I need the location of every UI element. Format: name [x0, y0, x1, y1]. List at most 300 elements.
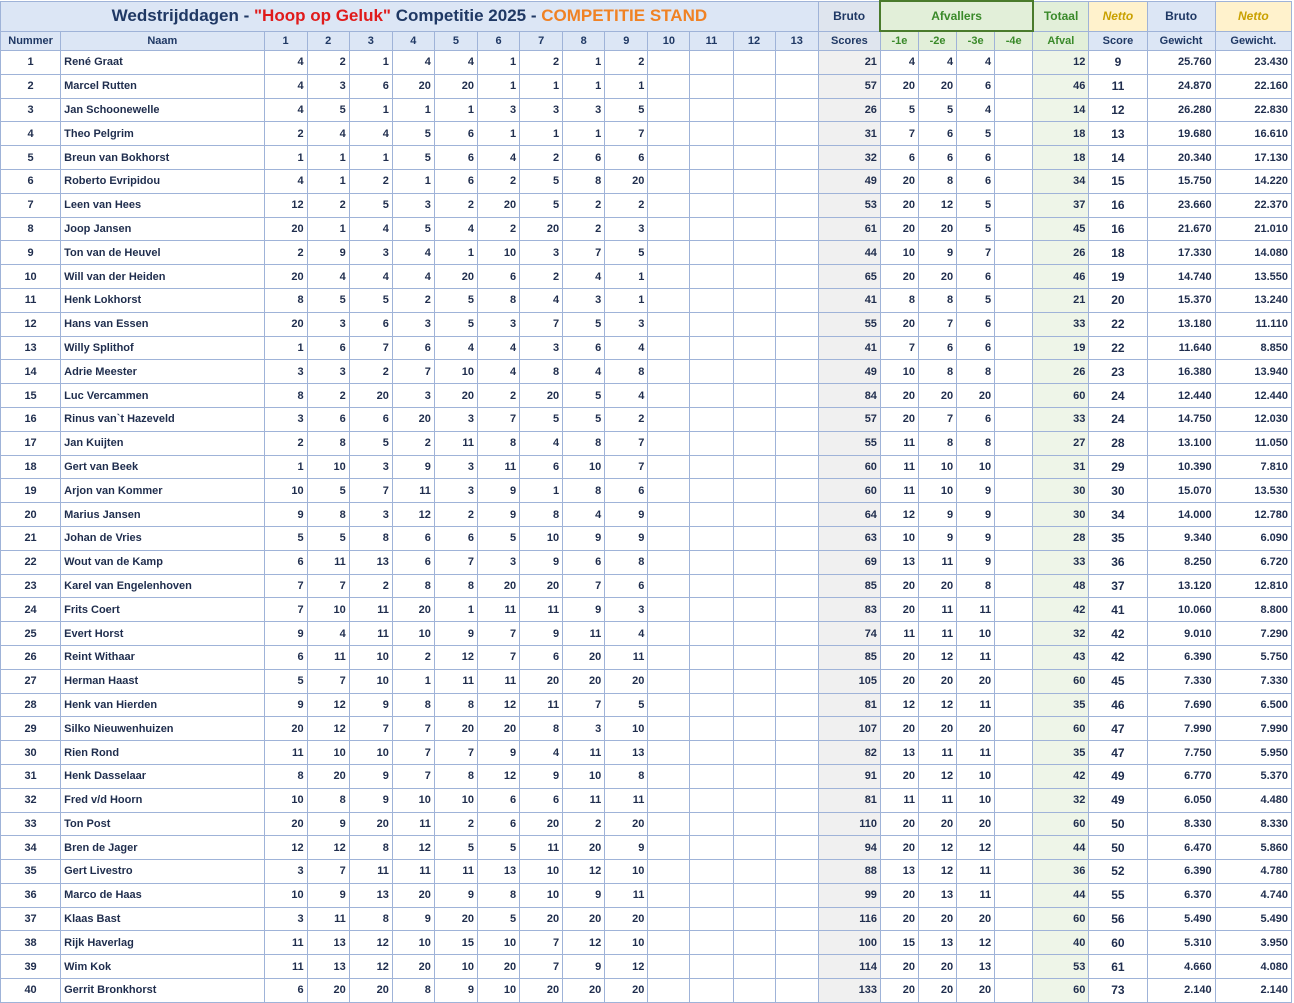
cell-bruto-score: 74	[818, 622, 880, 646]
cell-netto-score: 22	[1089, 336, 1147, 360]
cell-day-4: 4	[392, 241, 434, 265]
cell-day-11	[690, 907, 733, 931]
cell-day-6: 3	[478, 98, 520, 122]
cell-bruto-score: 114	[818, 955, 880, 979]
cell-day-1: 6	[264, 979, 307, 1003]
cell-day-9: 3	[605, 217, 648, 241]
cell-day-7: 1	[520, 479, 563, 503]
cell-netto-score: 19	[1089, 265, 1147, 289]
cell-bruto-score: 60	[818, 479, 880, 503]
cell-afvaller-1: 20	[880, 598, 918, 622]
cell-day-13	[775, 51, 818, 75]
cell-day-8: 11	[563, 788, 605, 812]
cell-day-6: 7	[478, 407, 520, 431]
cell-afvaller-3: 6	[957, 312, 995, 336]
cell-afvaller-2: 20	[919, 907, 957, 931]
cell-afval: 18	[1033, 146, 1089, 170]
cell-naam: Jan Kuijten	[61, 431, 264, 455]
cell-day-2: 4	[307, 622, 349, 646]
cell-afvaller-3: 6	[957, 146, 995, 170]
cell-afvaller-4	[995, 883, 1033, 907]
cell-afvaller-2: 20	[919, 265, 957, 289]
cell-nummer: 10	[1, 265, 61, 289]
cell-day-5: 2	[434, 193, 477, 217]
cell-day-5: 6	[434, 169, 477, 193]
cell-gewicht: 26.280	[1147, 98, 1215, 122]
cell-day-4: 20	[392, 74, 434, 98]
cell-day-10	[648, 312, 690, 336]
cell-afvaller-3: 5	[957, 193, 995, 217]
cell-netto-score: 47	[1089, 717, 1147, 741]
cell-day-3: 13	[349, 883, 392, 907]
table-row	[1, 931, 1292, 955]
cell-day-2: 10	[307, 741, 349, 765]
cell-naam: René Graat	[61, 51, 264, 75]
cell-gewicht: 6.390	[1147, 860, 1215, 884]
col-afvaller-4: -4e	[995, 31, 1033, 51]
col-gewicht: Gewicht	[1147, 31, 1215, 51]
cell-day-7: 1	[520, 74, 563, 98]
cell-gewicht-netto: 11.050	[1215, 431, 1291, 455]
cell-afvaller-2: 8	[919, 169, 957, 193]
cell-day-12	[733, 717, 775, 741]
cell-afvaller-4	[995, 288, 1033, 312]
cell-bruto-score: 32	[818, 146, 880, 170]
cell-bruto-score: 84	[818, 384, 880, 408]
cell-day-13	[775, 883, 818, 907]
cell-day-7: 20	[520, 669, 563, 693]
cell-afvaller-4	[995, 931, 1033, 955]
cell-day-8: 9	[563, 955, 605, 979]
cell-afvaller-3: 6	[957, 265, 995, 289]
cell-bruto-score: 26	[818, 98, 880, 122]
cell-day-8: 8	[563, 169, 605, 193]
cell-afvaller-1: 20	[880, 193, 918, 217]
table-row	[1, 74, 1292, 98]
cell-afvaller-3: 12	[957, 931, 995, 955]
cell-gewicht-netto: 5.750	[1215, 645, 1291, 669]
cell-day-7: 5	[520, 407, 563, 431]
cell-afvaller-3: 8	[957, 574, 995, 598]
cell-day-9: 8	[605, 550, 648, 574]
cell-afval: 31	[1033, 455, 1089, 479]
cell-day-4: 11	[392, 479, 434, 503]
cell-day-9: 3	[605, 598, 648, 622]
cell-afvaller-3: 20	[957, 979, 995, 1003]
cell-day-11	[690, 788, 733, 812]
cell-day-4: 6	[392, 336, 434, 360]
cell-afval: 60	[1033, 669, 1089, 693]
cell-gewicht: 10.390	[1147, 455, 1215, 479]
cell-afvaller-1: 20	[880, 979, 918, 1003]
cell-day-7: 8	[520, 360, 563, 384]
cell-afval: 12	[1033, 51, 1089, 75]
cell-day-1: 3	[264, 360, 307, 384]
cell-naam: Frits Coert	[61, 598, 264, 622]
cell-naam: Fred v/d Hoorn	[61, 788, 264, 812]
cell-afval: 34	[1033, 169, 1089, 193]
cell-day-2: 7	[307, 860, 349, 884]
cell-day-2: 9	[307, 241, 349, 265]
cell-afvaller-3: 20	[957, 717, 995, 741]
cell-bruto-score: 63	[818, 526, 880, 550]
cell-gewicht: 9.010	[1147, 622, 1215, 646]
cell-afvaller-3: 4	[957, 51, 995, 75]
cell-day-13	[775, 265, 818, 289]
cell-afvaller-1: 11	[880, 788, 918, 812]
cell-netto-score: 18	[1089, 241, 1147, 265]
cell-day-5: 8	[434, 574, 477, 598]
cell-day-5: 7	[434, 741, 477, 765]
cell-nummer: 27	[1, 669, 61, 693]
cell-day-11	[690, 122, 733, 146]
cell-bruto-score: 60	[818, 455, 880, 479]
table-row	[1, 169, 1292, 193]
cell-day-11	[690, 669, 733, 693]
cell-day-2: 2	[307, 193, 349, 217]
cell-day-6: 4	[478, 336, 520, 360]
cell-day-6: 10	[478, 979, 520, 1003]
cell-day-12	[733, 788, 775, 812]
cell-day-10	[648, 455, 690, 479]
cell-day-9: 2	[605, 407, 648, 431]
cell-day-4: 6	[392, 550, 434, 574]
cell-afvaller-4	[995, 384, 1033, 408]
cell-afvaller-2: 9	[919, 241, 957, 265]
cell-naam: Gert Livestro	[61, 860, 264, 884]
cell-afval: 42	[1033, 764, 1089, 788]
cell-day-4: 2	[392, 431, 434, 455]
cell-day-11	[690, 193, 733, 217]
cell-bruto-score: 31	[818, 122, 880, 146]
cell-day-2: 5	[307, 98, 349, 122]
cell-afvaller-2: 4	[919, 51, 957, 75]
cell-day-9: 3	[605, 312, 648, 336]
col-afvaller-2: -2e	[919, 31, 957, 51]
cell-day-13	[775, 860, 818, 884]
cell-day-2: 2	[307, 51, 349, 75]
cell-day-6: 1	[478, 51, 520, 75]
cell-day-2: 1	[307, 146, 349, 170]
cell-day-6: 20	[478, 955, 520, 979]
cell-day-2: 10	[307, 455, 349, 479]
cell-day-6: 6	[478, 788, 520, 812]
cell-day-12	[733, 669, 775, 693]
cell-afval: 44	[1033, 836, 1089, 860]
cell-day-1: 20	[264, 217, 307, 241]
cell-day-2: 12	[307, 693, 349, 717]
cell-day-10	[648, 788, 690, 812]
cell-gewicht-netto: 13.240	[1215, 288, 1291, 312]
cell-day-1: 8	[264, 288, 307, 312]
cell-day-10	[648, 479, 690, 503]
cell-day-6: 11	[478, 598, 520, 622]
cell-gewicht-netto: 12.780	[1215, 503, 1291, 527]
netto-header: Netto	[1089, 1, 1147, 31]
cell-day-13	[775, 122, 818, 146]
cell-afvaller-4	[995, 550, 1033, 574]
cell-day-9: 9	[605, 836, 648, 860]
cell-netto-score: 24	[1089, 384, 1147, 408]
netto-gewicht-header: Netto	[1215, 1, 1291, 31]
cell-day-3: 11	[349, 598, 392, 622]
cell-gewicht: 6.050	[1147, 788, 1215, 812]
col-day-13: 13	[775, 31, 818, 51]
cell-afvaller-4	[995, 360, 1033, 384]
cell-naam: Willy Splithof	[61, 336, 264, 360]
cell-day-4: 7	[392, 741, 434, 765]
cell-gewicht: 24.870	[1147, 74, 1215, 98]
cell-day-9: 12	[605, 955, 648, 979]
cell-day-3: 10	[349, 645, 392, 669]
cell-afvaller-1: 20	[880, 265, 918, 289]
cell-gewicht-netto: 13.940	[1215, 360, 1291, 384]
cell-day-4: 11	[392, 860, 434, 884]
cell-naam: Hans van Essen	[61, 312, 264, 336]
cell-day-2: 20	[307, 764, 349, 788]
cell-day-7: 10	[520, 526, 563, 550]
cell-afvaller-2: 12	[919, 645, 957, 669]
cell-day-7: 7	[520, 931, 563, 955]
cell-day-7: 11	[520, 598, 563, 622]
cell-bruto-score: 81	[818, 788, 880, 812]
cell-afvaller-2: 6	[919, 336, 957, 360]
cell-bruto-score: 49	[818, 169, 880, 193]
cell-day-10	[648, 503, 690, 527]
cell-day-10	[648, 241, 690, 265]
cell-netto-score: 16	[1089, 193, 1147, 217]
cell-afval: 26	[1033, 360, 1089, 384]
cell-nummer: 16	[1, 407, 61, 431]
cell-day-8: 1	[563, 74, 605, 98]
cell-day-8: 2	[563, 217, 605, 241]
cell-day-11	[690, 169, 733, 193]
cell-gewicht-netto: 12.810	[1215, 574, 1291, 598]
cell-netto-score: 11	[1089, 74, 1147, 98]
cell-day-8: 1	[563, 122, 605, 146]
cell-afvaller-3: 7	[957, 241, 995, 265]
cell-day-8: 11	[563, 741, 605, 765]
cell-day-2: 9	[307, 812, 349, 836]
cell-day-10	[648, 669, 690, 693]
cell-afvaller-3: 11	[957, 883, 995, 907]
cell-day-7: 5	[520, 193, 563, 217]
cell-afval: 33	[1033, 407, 1089, 431]
cell-day-5: 10	[434, 360, 477, 384]
cell-day-7: 4	[520, 431, 563, 455]
table-row	[1, 241, 1292, 265]
cell-day-6: 7	[478, 645, 520, 669]
cell-gewicht: 20.340	[1147, 146, 1215, 170]
cell-day-4: 3	[392, 312, 434, 336]
col-afvaller-1: -1e	[880, 31, 918, 51]
cell-bruto-score: 107	[818, 717, 880, 741]
afvallers-header: Afvallers	[880, 1, 1032, 31]
cell-day-3: 11	[349, 622, 392, 646]
cell-gewicht: 6.390	[1147, 645, 1215, 669]
cell-day-9: 20	[605, 669, 648, 693]
cell-day-7: 4	[520, 288, 563, 312]
cell-bruto-score: 57	[818, 74, 880, 98]
table-row	[1, 479, 1292, 503]
cell-day-3: 20	[349, 384, 392, 408]
cell-afval: 27	[1033, 431, 1089, 455]
cell-day-1: 1	[264, 455, 307, 479]
cell-day-1: 6	[264, 645, 307, 669]
cell-day-11	[690, 384, 733, 408]
cell-day-10	[648, 836, 690, 860]
cell-day-8: 20	[563, 979, 605, 1003]
cell-day-10	[648, 693, 690, 717]
table-row	[1, 645, 1292, 669]
cell-nummer: 37	[1, 907, 61, 931]
cell-afvaller-2: 8	[919, 431, 957, 455]
cell-day-13	[775, 693, 818, 717]
cell-day-3: 2	[349, 169, 392, 193]
cell-day-5: 3	[434, 455, 477, 479]
cell-day-9: 6	[605, 146, 648, 170]
cell-day-4: 7	[392, 717, 434, 741]
cell-naam: Joop Jansen	[61, 217, 264, 241]
cell-day-5: 20	[434, 907, 477, 931]
cell-day-1: 4	[264, 74, 307, 98]
cell-day-5: 2	[434, 503, 477, 527]
cell-nummer: 25	[1, 622, 61, 646]
cell-afvaller-1: 10	[880, 360, 918, 384]
cell-day-3: 11	[349, 860, 392, 884]
col-score: Score	[1089, 31, 1147, 51]
cell-afvaller-2: 12	[919, 836, 957, 860]
cell-bruto-score: 83	[818, 598, 880, 622]
cell-afvaller-3: 4	[957, 98, 995, 122]
cell-gewicht-netto: 16.610	[1215, 122, 1291, 146]
cell-bruto-score: 110	[818, 812, 880, 836]
table-row	[1, 717, 1292, 741]
cell-afvaller-1: 12	[880, 503, 918, 527]
cell-day-3: 3	[349, 455, 392, 479]
cell-bruto-score: 82	[818, 741, 880, 765]
cell-day-3: 3	[349, 503, 392, 527]
cell-day-6: 9	[478, 503, 520, 527]
page-title: Wedstrijddagen - "Hoop op Geluk" Competitie 2025 - COMPETITIE STAND	[1, 1, 819, 31]
cell-nummer: 39	[1, 955, 61, 979]
cell-naam: Henk Dasselaar	[61, 764, 264, 788]
cell-nummer: 26	[1, 645, 61, 669]
cell-day-8: 20	[563, 836, 605, 860]
cell-day-13	[775, 503, 818, 527]
cell-day-4: 9	[392, 455, 434, 479]
table-row	[1, 455, 1292, 479]
cell-day-7: 20	[520, 979, 563, 1003]
cell-day-2: 8	[307, 431, 349, 455]
cell-nummer: 36	[1, 883, 61, 907]
cell-day-12	[733, 812, 775, 836]
cell-afvaller-4	[995, 693, 1033, 717]
cell-afvaller-4	[995, 860, 1033, 884]
cell-netto-score: 9	[1089, 51, 1147, 75]
cell-day-3: 5	[349, 288, 392, 312]
cell-gewicht-netto: 5.860	[1215, 836, 1291, 860]
cell-day-10	[648, 717, 690, 741]
cell-day-8: 20	[563, 669, 605, 693]
cell-day-4: 2	[392, 645, 434, 669]
cell-afvaller-4	[995, 907, 1033, 931]
cell-afvaller-4	[995, 312, 1033, 336]
cell-day-10	[648, 526, 690, 550]
cell-gewicht-netto: 21.010	[1215, 217, 1291, 241]
cell-day-9: 7	[605, 122, 648, 146]
cell-gewicht: 7.750	[1147, 741, 1215, 765]
cell-day-9: 11	[605, 788, 648, 812]
cell-nummer: 21	[1, 526, 61, 550]
cell-day-11	[690, 645, 733, 669]
bruto-header: Bruto	[818, 1, 880, 31]
cell-nummer: 32	[1, 788, 61, 812]
cell-day-6: 1	[478, 74, 520, 98]
cell-afval: 32	[1033, 788, 1089, 812]
cell-gewicht-netto: 6.500	[1215, 693, 1291, 717]
cell-afvaller-2: 7	[919, 407, 957, 431]
cell-afvaller-3: 10	[957, 455, 995, 479]
cell-day-4: 11	[392, 812, 434, 836]
cell-day-6: 9	[478, 741, 520, 765]
cell-gewicht-netto: 23.430	[1215, 51, 1291, 75]
cell-afvaller-4	[995, 979, 1033, 1003]
cell-day-12	[733, 122, 775, 146]
col-day-5: 5	[434, 31, 477, 51]
cell-afvaller-2: 20	[919, 669, 957, 693]
cell-day-11	[690, 146, 733, 170]
cell-day-2: 3	[307, 312, 349, 336]
cell-afval: 37	[1033, 193, 1089, 217]
cell-afvaller-1: 10	[880, 241, 918, 265]
cell-day-10	[648, 407, 690, 431]
table-row	[1, 669, 1292, 693]
cell-netto-score: 55	[1089, 883, 1147, 907]
cell-day-10	[648, 217, 690, 241]
cell-day-10	[648, 74, 690, 98]
col-day-12: 12	[733, 31, 775, 51]
cell-day-3: 2	[349, 574, 392, 598]
cell-afvaller-2: 13	[919, 883, 957, 907]
cell-afval: 42	[1033, 598, 1089, 622]
cell-day-8: 8	[563, 479, 605, 503]
cell-day-8: 6	[563, 146, 605, 170]
cell-day-6: 8	[478, 431, 520, 455]
cell-day-2: 8	[307, 788, 349, 812]
cell-day-7: 20	[520, 907, 563, 931]
cell-day-11	[690, 764, 733, 788]
cell-afvaller-4	[995, 455, 1033, 479]
cell-gewicht: 2.140	[1147, 979, 1215, 1003]
cell-day-11	[690, 98, 733, 122]
cell-day-9: 11	[605, 645, 648, 669]
cell-naam: Breun van Bokhorst	[61, 146, 264, 170]
cell-day-9: 4	[605, 622, 648, 646]
cell-afvaller-4	[995, 169, 1033, 193]
cell-day-9: 1	[605, 265, 648, 289]
table-row	[1, 431, 1292, 455]
cell-day-3: 1	[349, 98, 392, 122]
cell-day-11	[690, 312, 733, 336]
cell-gewicht-netto: 13.530	[1215, 479, 1291, 503]
cell-nummer: 19	[1, 479, 61, 503]
cell-day-1: 5	[264, 526, 307, 550]
cell-day-5: 20	[434, 384, 477, 408]
cell-naam: Herman Haast	[61, 669, 264, 693]
cell-nummer: 31	[1, 764, 61, 788]
col-day-6: 6	[478, 31, 520, 51]
